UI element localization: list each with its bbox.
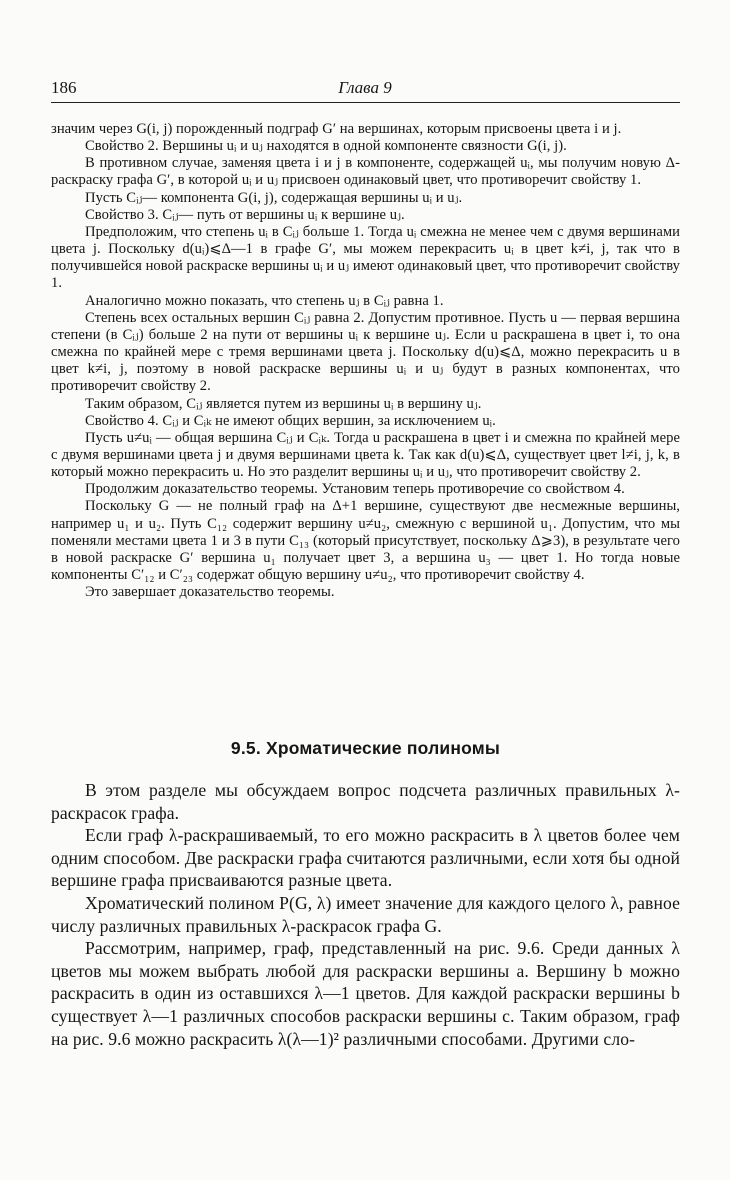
paragraph: Рассмотрим, например, граф, представленный на рис. 9.6. Среди данных λ цветов мы можем выбрать любой для раскраски вершины a. Вершину b можно раскрасить в один из оставшихся λ—1 цветов. Для каждой раскраски вершины b существует λ—1 различных способов раскраски вершины c. Таким образом, граф на рис. 9.6 можно раскрасить λ(λ—1)² различными способами. Другими сло-: [51, 938, 680, 1049]
paragraph: Свойство 3. Cᵢⱼ— путь от вершины uᵢ к вершине uⱼ.: [85, 206, 405, 223]
paragraph: Пусть u≠uᵢ — общая вершина Cᵢⱼ и Cᵢₖ. Тогда u раскрашена в цвет i и смежна по крайней мере с двумя вершинами цвета j и двумя вершинами цвета k. Так как d(u)⩽Δ, существует цвет l≠i, j, k, в который можно перекрасить u. Но это разделит вершины uᵢ и uⱼ, что противоречит свойству 2.: [51, 429, 680, 481]
paragraph: Продолжим доказательство теоремы. Установим теперь противоречие со свойством 4.: [85, 481, 625, 498]
paragraph: В этом разделе мы обсуждаем вопрос подсчета различных правильных λ-раскрасок графа.: [51, 780, 680, 823]
paragraph: Степень всех остальных вершин Cᵢⱼ равна 2. Допустим противное. Пусть u — первая вершина степени (в Cᵢⱼ) больше 2 на пути от вершины uᵢ к вершине uⱼ. Если u раскрашена в цвет i, то она смежна по крайней мере с тремя вершинами цвета j. Поскольку d(u)⩽Δ, можно перекрасить u в цвет k≠i, j, поэтому в новой раскраске вершины uᵢ и uⱼ будут в разных компонентах, что противоречит свойству 2.: [51, 309, 680, 395]
page-header: [51, 78, 679, 102]
paragraph: Свойство 2. Вершины uᵢ и uⱼ находятся в одной компоненте связности G(i, j).: [85, 138, 567, 155]
paragraph: Пусть Cᵢⱼ— компонента G(i, j), содержащая вершины uᵢ и uⱼ.: [85, 189, 463, 206]
section-title: 9.5. Хроматические полиномы: [230, 738, 501, 758]
paragraph: Свойство 4. Cᵢⱼ и Cᵢₖ не имеют общих вершин, за исключением uᵢ.: [85, 412, 496, 429]
paragraph: Если граф λ-раскрашиваемый, то его можно раскрасить в λ цветов более чем одним способом. Две раскраски графа считаются различными, если хотя бы одной вершине графа присваиваются разные цвета.: [51, 825, 680, 891]
paragraph: Это завершает доказательство теоремы.: [85, 584, 335, 601]
paragraph: Поскольку G — не полный граф на Δ+1 вершине, существуют две несмежные вершины, например u₁ и u₂. Путь C₁₂ содержит вершину u≠u₂, смежную с вершиной u₁. Допустим, что мы поменяли местами цвета 1 и 3 в пути C₁₃ (который присутствует, поскольку Δ⩾3), в результате чего в новой раскраске G′ вершина u₁ получает цвет 3, а вершина u₃ — цвет 1. Но тогда новые компоненты C′₁₂ и C′₂₃ содержат общую вершину u≠u₂, что противоречит свойству 4.: [51, 498, 680, 584]
proof-text: [51, 121, 680, 601]
paragraph: Предположим, что степень uᵢ в Cᵢⱼ больше 1. Тогда uᵢ смежна не менее чем с двумя вершинами цвета j. Поскольку d(uᵢ)⩽Δ—1 в графе G′, мы можем перекрасить uᵢ в цвет k≠i, j, так что в получившейся новой раскраске вершины uᵢ и uⱼ имеют одинаковый цвет, что противоречит свойству 1.: [51, 223, 680, 292]
section-text: [51, 779, 680, 1050]
page-number: 186: [51, 78, 77, 97]
paragraph: Аналогично можно показать, что степень uⱼ в Cᵢⱼ равна 1.: [85, 292, 444, 309]
paragraph: В противном случае, заменяя цвета i и j в компоненте, содержащей uᵢ, мы получим новую Δ-раскраску графа G′, в которой uᵢ и uⱼ присвоен одинаковый цвет, что противоречит свойству 1.: [51, 155, 680, 189]
running-head: Глава 9: [338, 78, 392, 97]
header-rule: [51, 102, 680, 103]
paragraph: Таким образом, Cᵢⱼ является путем из вершины uᵢ в вершину uⱼ.: [85, 395, 482, 412]
paragraph: значим через G(i, j) порожденный подграф G′ на вершинах, которым присвоены цвета i и j.: [51, 121, 622, 137]
paragraph: Хроматический полином P(G, λ) имеет значение для каждого целого λ, равное числу различных правильных λ-раскрасок графа G.: [51, 892, 680, 936]
